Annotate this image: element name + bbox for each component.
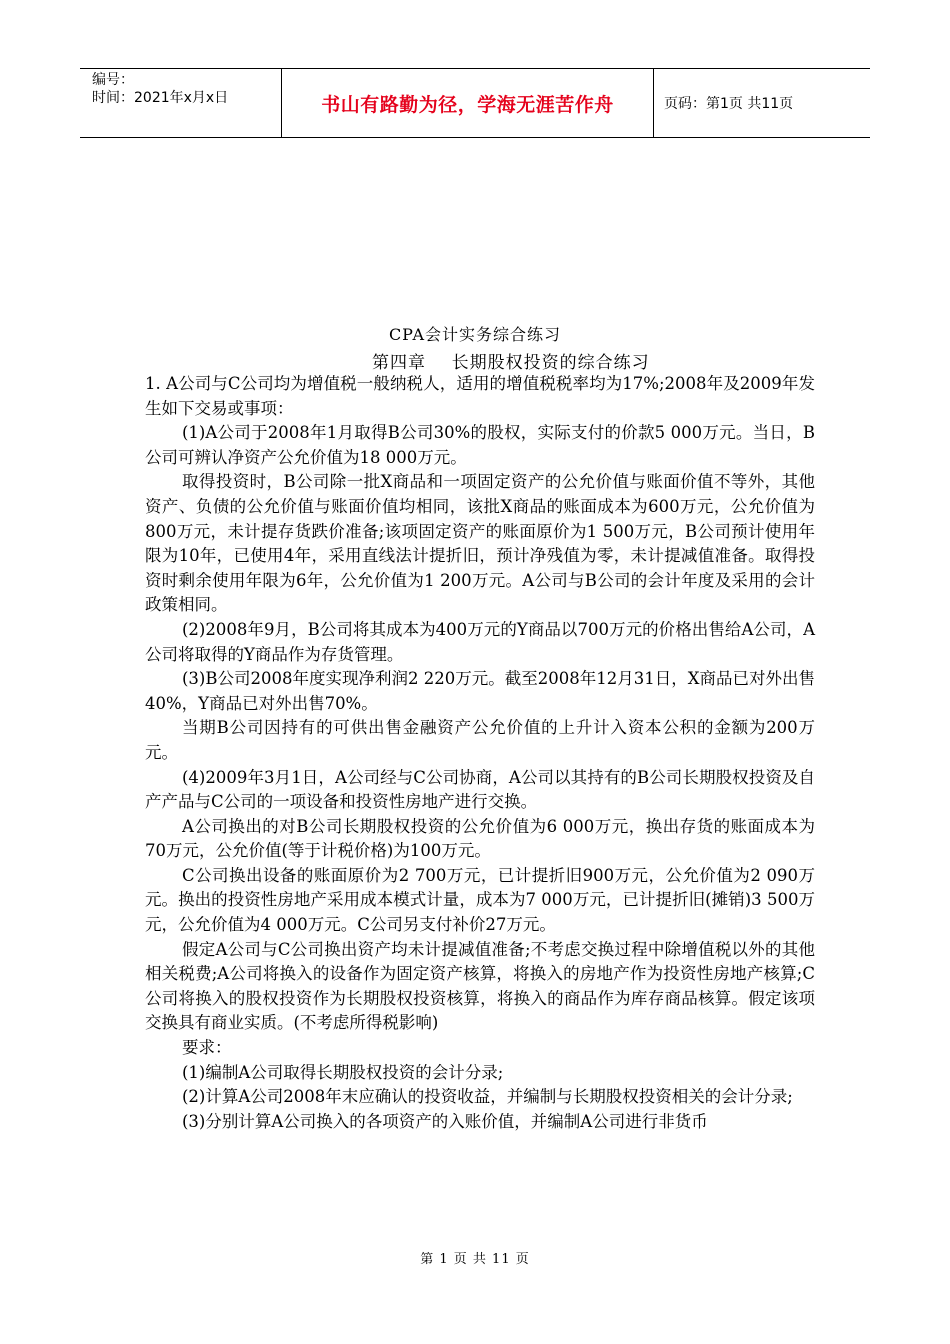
paragraph: C公司换出设备的账面原价为2 700万元，已计提折旧900万元，公允价值为2 090万元。换出的投资性房地产采用成本模式计量，成本为7 000万元，已计提折旧(摊销)3 500万元，公允价值为4 000万元。C公司另支付补价27万元。 bbox=[145, 865, 815, 935]
paragraph: 1. A公司与C公司均为增值税一般纳税人，适用的增值税税率均为17%;2008年及2009年发生如下交易或事项： bbox=[145, 374, 815, 418]
paragraph: (1)A公司于2008年1月取得B公司30%的股权，实际支付的价款5 000万元。当日，B公司可辨认净资产公允价值为18 000万元。 bbox=[145, 423, 815, 467]
paragraph: (3)分别计算A公司换入的各项资产的入账价值，并编制A公司进行非货币 bbox=[182, 1111, 708, 1131]
header-table bbox=[80, 68, 870, 138]
motto: 书山有路勤为径，学海无涯苦作舟 bbox=[321, 93, 614, 116]
document-title: CPA会计实务综合练习 bbox=[388, 325, 562, 344]
page-footer: 第 1 页 共 11 页 bbox=[420, 1252, 530, 1267]
paragraph: (4)2009年3月1日，A公司经与C公司协商，A公司以其持有的B公司长期股权投资及自产产品与C公司的一项设备和投资性房地产进行交换。 bbox=[145, 767, 815, 812]
number-label: 编号： bbox=[92, 72, 134, 88]
page-cell bbox=[654, 69, 870, 137]
date-label: 时间：2021年x月x日 bbox=[92, 90, 229, 106]
motto-cell bbox=[282, 69, 654, 137]
paragraph: (2)计算A公司2008年末应确认的投资收益，并编制与长期股权投资相关的会计分录; bbox=[182, 1087, 793, 1107]
paragraph: (3)B公司2008年度实现净利润2 220万元。截至2008年12月31日，X商品已对外出售40%，Y商品已对外出售70%。 bbox=[145, 669, 815, 713]
paragraph: 要求： bbox=[182, 1038, 232, 1058]
page-label: 页码：第1页 共11页 bbox=[664, 96, 794, 112]
paragraph: A公司换出的对B公司长期股权投资的公允价值为6 000万元，换出存货的账面成本为70万元，公允价值(等于计税价格)为100万元。 bbox=[145, 816, 815, 861]
paragraph: 当期B公司因持有的可供出售金融资产公允价值的上升计入资本公积的金额为200万元。 bbox=[145, 718, 815, 762]
paragraph: (1)编制A公司取得长期股权投资的会计分录; bbox=[182, 1062, 504, 1082]
paragraph: (2)2008年9月，B公司将其成本为400万元的Y商品以700万元的价格出售给A公司，A公司将取得的Y商品作为存货管理。 bbox=[145, 619, 815, 664]
paragraph: 假定A公司与C公司换出资产均未计提减值准备;不考虑交换过程中除增值税以外的其他相关税费;A公司将换入的设备作为固定资产核算，将换入的房地产作为投资性房地产核算;C公司将换入的股权投资作为长期股权投资核算，将换入的商品作为库存商品核算。假定该项交换具有商业实质。(不考虑所得税影响) bbox=[145, 939, 815, 1033]
paragraph: 取得投资时，B公司除一批X商品和一项固定资产的公允价值与账面价值不等外，其他资产、负债的公允价值与账面价值均相同，该批X商品的账面成本为600万元，公允价值为800万元，未计提存货跌价准备;该项固定资产的账面原价为1 500万元，B公司预计使用年限为10年，已使用4年，采用直线法计提折旧，预计净残值为零，未计提减值准备。取得投资时剩余使用年限为6年，公允价值为1 200万元。A公司与B公司的会计年度及采用的会计政策相同。 bbox=[145, 472, 815, 615]
header-left-cell bbox=[80, 69, 282, 137]
chapter-title: 第四章 长期股权投资的综合练习 bbox=[372, 353, 650, 373]
document-body bbox=[145, 372, 815, 1134]
